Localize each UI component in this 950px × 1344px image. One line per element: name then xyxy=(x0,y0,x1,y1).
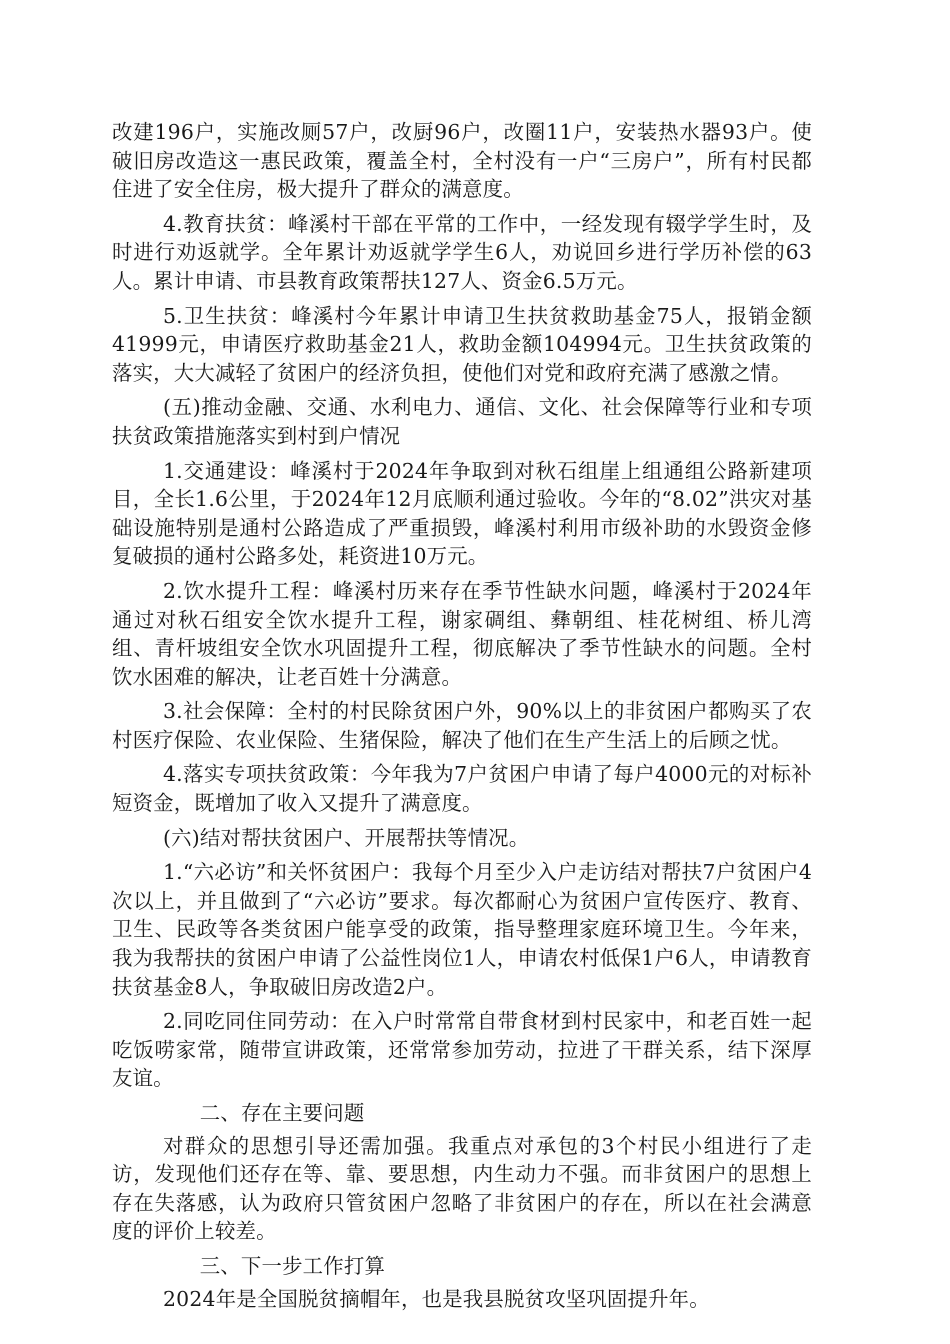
paragraph-housing-renovation: 改建196户，实施改厕57户，改厨96户，改圈11户，安装热水器93户。使破旧房改造这一惠民政策，覆盖全村，全村没有一户“三房户”，所有村民都住进了安全住房，极大提升了群众的满意度。 xyxy=(112,120,812,202)
paragraph-next-steps: 2024年是全国脱贫摘帽年，也是我县脱贫攻坚巩固提升年。 xyxy=(163,1286,710,1311)
paragraph-health-poverty-relief: 5.卫生扶贫：峰溪村今年累计申请卫生扶贫救助基金75人，报销金额41999元，申请医疗救助基金21人，救助金额104994元。卫生扶贫政策的落实，大大减轻了贫困户的经济负担，使他们对党和政府充满了感激之情。 xyxy=(112,303,812,385)
paragraph-main-problems: 对群众的思想引导还需加强。我重点对承包的3个村民小组进行了走访，发现他们还存在等、靠、要思想，内生动力不强。而非贫困户的思想上存在失落感，认为政府只管贫困户忽略了非贫困户的存在，所以在社会满意度的评价上较差。 xyxy=(112,1133,812,1244)
paragraph-six-must-visits: 1.“六必访”和关怀贫困户：我每个月至少入户走访结对帮扶7户贫困户4次以上，并且做到了“六必访”要求。每次都耐心为贫困户宣传医疗、教育、卫生、民政等各类贫困户能享受的政策，指导整理家庭环境卫生。今年来，我为我帮扶的贫困户申请了公益性岗位1人，申请农村低保1户6人，申请教育扶贫基金8人，争取破旧房改造2户。 xyxy=(112,860,812,999)
heading-next-steps: 三、下一步工作打算 xyxy=(199,1253,386,1278)
paragraph-transport-construction: 1.交通建设：峰溪村于2024年争取到对秋石组崖上组通组公路新建项目，全长1.6公里，于2024年12月底顺利通过验收。今年的“8.02”洪灾对基础设施特别是通村公路造成了严重损毁，峰溪村利用市级补助的水毁资金修复破损的通村公路多处，耗资进10万元。 xyxy=(112,458,812,569)
heading-main-problems: 二、存在主要问题 xyxy=(199,1101,365,1125)
paragraph-education-poverty-relief: 4.教育扶贫：峰溪村干部在平常的工作中，一经发现有辍学学生时，及时进行劝返就学。全年累计劝返就学学生6人，劝说回乡进行学历补偿的63人。累计申请、市县教育政策帮扶127人、资金6.5万元。 xyxy=(112,211,812,293)
document-page xyxy=(112,118,812,1319)
paragraph-drinking-water-project: 2.饮水提升工程：峰溪村历来存在季节性缺水问题，峰溪村于2024年通过对秋石组安全饮水提升工程，谢家碉组、彝朝组、桂花树组、桥儿湾组、青杆坡组安全饮水巩固提升工程，彻底解决了季节性缺水的问题。全村饮水困难的解决，让老百姓十分满意。 xyxy=(112,578,812,689)
paragraph-special-poverty-policy: 4.落实专项扶贫政策：今年我为7户贫困户申请了每户4000元的对标补短资金，既增加了收入又提升了满意度。 xyxy=(112,762,812,816)
paragraph-eat-live-work-together: 2.同吃同住同劳动：在入户时常常自带食材到村民家中，和老百姓一起吃饭唠家常，随带宣讲政策，还常常参加劳动，拉进了干群关系，结下深厚友谊。 xyxy=(112,1009,812,1091)
paragraph-social-security: 3.社会保障：全村的村民除贫困户外，90%以上的非贫困户都购买了农村医疗保险、农业保险、生猪保险，解决了他们在生产生活上的后顾之忧。 xyxy=(112,699,812,752)
heading-section-six: (六)结对帮扶贫困户、开展帮扶等情况。 xyxy=(163,825,530,850)
heading-section-five: (五)推动金融、交通、水利电力、通信、文化、社会保障等行业和专项扶贫政策措施落实到村到户情况 xyxy=(112,395,812,448)
